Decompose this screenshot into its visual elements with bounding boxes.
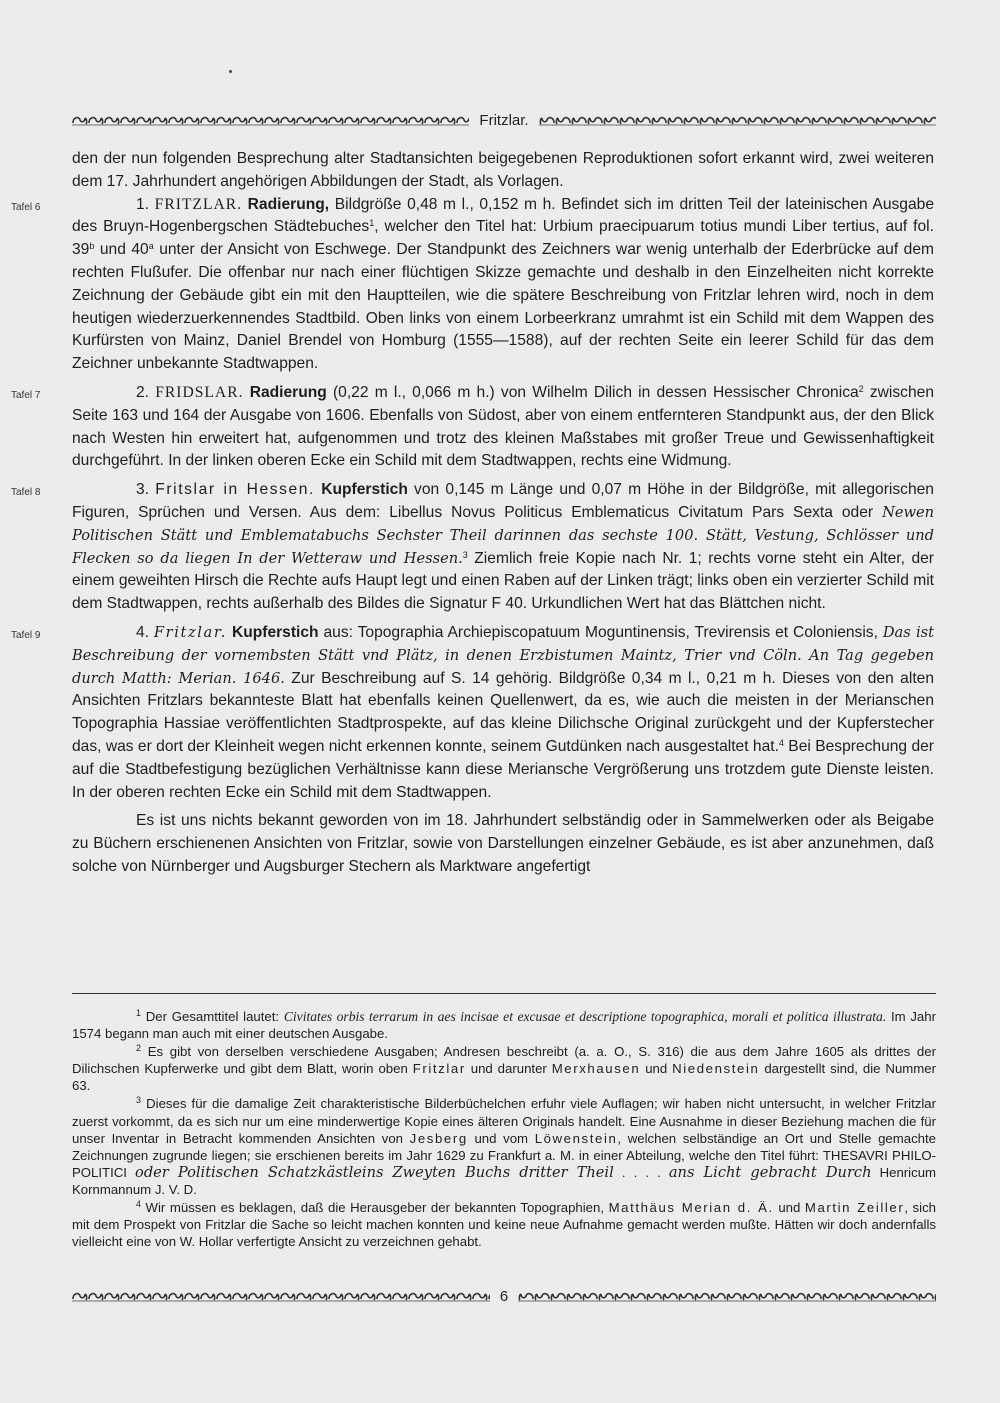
entry-kind: Radierung, (247, 195, 330, 213)
blackletter-title: Das ist Beschreibung der vornembsten Stätt vnd Plätz, in denen Erzbistumen Maintz, Trier vnd Cöln. An Tag gegeben durch Matth: Merian. 1646. (72, 623, 934, 687)
plate-reference: Tafel 6 (11, 201, 41, 213)
entry-text: (0,22 m l., 0,066 m h.) von Wilhelm Dilich in dessen Hessischer Chronica (326, 383, 859, 401)
entry-title: Fritzlar. (153, 623, 228, 641)
footnote-marker: 1 (369, 218, 375, 229)
footnote-marker: 2 (858, 383, 864, 394)
footnote-number: 1 (136, 1008, 142, 1018)
entry-4-paragraph (11, 622, 934, 804)
running-footer (72, 1286, 936, 1306)
footnote-text: , sich mit dem Prospekt von Fritzlar die Sache so leicht machen konnten und keine neue Aufnahme gemacht werden mußte. Hätten wir doch andernfalls vielleicht eine von W. Hollar verfertigte Ansicht zu verzeichnen gehabt. (72, 1200, 937, 1250)
footnote-text: Im Jahr 1574 begann man auch mit einer deutschen Ausgabe. (72, 1009, 936, 1042)
entry-text: Zur Beschreibung auf S. 14 gehörig. Bildgröße 0,34 m l., 0,21 m h. Dieses von den alten Ansichten Fritzlars bekannteste Blatt hat ebenfalls keinen Quellenwert, da es, wie auch die meisten in der Merianschen Topographia Hassiae veröffentlichten Stadtprospekte, auf das kleine Dilichsche Original zurückgeht und der Kupferstecher das, was er dort der Kleinheit wegen nicht erkennen konnte, seinem Gutdünken nach ausgestaltet hat. (72, 669, 934, 755)
entry-text: und 40 (94, 241, 149, 259)
footnote-text: Dieses für die damalige Zeit charakteristische Bilderbüchelchen erfuhr viele Auflagen; wir haben nicht untersucht, in welcher Fritzlar zuerst vorkommt, da es sich nur um eine minderwertige Kopie eines älteren Originals handelt. Eine Ausnahme in dieser Beziehung machen die für unser Inventar in Betracht kommenden Ansichten von (72, 1096, 936, 1146)
footnote-text: Es gibt von derselben verschiedene Ausgaben; Andresen beschreibt (a. a. O., S. 316) die aus dem Jahre 1605 als drittes der Dilichschen Kupferwerke und gibt dem Blatt, worin oben (72, 1044, 936, 1077)
person-name: Matthäus Merian d. Ä. (608, 1200, 774, 1216)
place-name: Merxhausen (551, 1061, 641, 1077)
footnote-4 (72, 1199, 936, 1250)
footnote-marker: 4 (778, 737, 784, 748)
blackletter-title: oder Politischen Schatzkästleins Zweyten Buchs dritter Theil (135, 1163, 614, 1181)
footnote-text: . . . . (613, 1164, 669, 1180)
footnote-text: und (773, 1200, 805, 1216)
plate-reference: Tafel 7 (11, 389, 41, 401)
footnote-text: Der Gesamttitel lautet: (141, 1009, 284, 1024)
entry-2-paragraph (11, 382, 935, 473)
entry-number: 1. (136, 195, 150, 213)
footnote-2 (72, 1043, 936, 1094)
entry-1-paragraph (11, 194, 934, 376)
plate-reference: Tafel 8 (11, 487, 41, 499)
footnote-number: 2 (136, 1043, 142, 1054)
blackletter-title: ans Licht gebracht Durch (668, 1163, 872, 1181)
speck-mark (229, 70, 232, 73)
footnote-text: und vom (467, 1130, 535, 1146)
running-header (72, 110, 936, 130)
entry-title: FRIDSLAR. (155, 383, 244, 401)
entry-text: Bei Besprechung der auf die Stadtbefestigung bezüglichen Verhältnisse kann diese Meriansche Vergrößerung uns trotzdem gute Dienste leisten. In der oberen rechten Ecke ein Schild mit dem Stadtwappen. (72, 737, 934, 801)
intro-paragraph: den der nun folgenden Besprechung alter Stadtansichten beigegebenen Reproduktionen sofort erkannt wird, zwei weiteren dem 17. Jahrhundert angehörigen Abbildungen der Stadt, als Vorlagen. (72, 150, 934, 190)
superscript: b (89, 241, 95, 252)
entry-title: FRITZLAR. (154, 195, 243, 213)
entry-number: 3. (136, 481, 150, 499)
entry-number: 4. (136, 623, 150, 641)
entry-title: Fritslar in Hessen. (155, 481, 315, 499)
footnote-text: Wir müssen es beklagen, daß die Herausgeber der bekannten Topographien, (141, 1200, 609, 1216)
footnote-3 (72, 1095, 936, 1198)
footnote-text: Henricum Kornmannum J. V. D. (72, 1164, 937, 1197)
plate-reference: Tafel 9 (11, 629, 41, 641)
main-text (11, 148, 935, 879)
ornament-band-right (539, 114, 936, 126)
entry-kind: Radierung (249, 383, 327, 401)
entry-kind: Kupferstich (231, 623, 319, 641)
entry-number: 2. (136, 383, 150, 401)
footnote-separator (72, 993, 936, 994)
page-number: 6 (499, 1287, 509, 1305)
entry-text: , welcher den Titel hat: Urbium praecipuarum totius mundi Liber tertius, auf fol. 39 (72, 218, 934, 259)
entry-3-paragraph (11, 479, 934, 616)
running-title: Fritzlar. (479, 111, 529, 129)
footnote-marker: 3 (462, 549, 468, 560)
footnote-text: und darunter (465, 1061, 552, 1077)
footnote-text: und (640, 1061, 673, 1077)
footnote-number: 3 (136, 1095, 142, 1106)
entry-text: zwischen Seite 163 und 164 der Ausgabe von 1606. Ebenfalls von Südost, aber von einem entfernteren Standpunkt aus, der den Blick nach Westen hin erweitert hat, aufgenommen und trotz des kleinen Maßstabes mit großer Treue und Gewissenhaftigkeit durchgeführt. In der linken oberen Ecke ein Schild mit dem Stadtwappen, rechts eine Widmung. (72, 383, 935, 470)
footnote-text: , welchen selbständige an Ort und Stelle gemachte Zeichnungen zugrunde liegen; sie erschienen bereits im Jahr 1629 zu Frankfurt a. M. in einer Abteilung, welche den Titel führt: THESAVRI PHILO-POLITICI (72, 1130, 937, 1180)
entry-text: Bildgröße 0,48 m l., 0,152 m h. Befindet sich im dritten Teil der lateinischen Ausgabe des Bruyn-Hogenbergschen Städtebuches (72, 195, 934, 236)
entry-text: unter der Ansicht von Eschwege. Der Standpunkt des Zeichners war wenig unterhalb der Ederbrücke auf dem rechten Flußufer. Die offenbar nur nach einer flüchtigen Skizze gemachte und deshalb in den Einzelheiten nicht korrekte Zeichnung der Gebäude gibt ein mit den Hauptteilen, wie die spätere Beschreibung von Fritzlar lehren wird, noch in dem heutigen wiederzuerkennendes Stadtbild. Oben links von einem Lorbeerkranz umrahmt ist ein Schild mit dem Wappen des Kurfürsten von Mainz, Daniel Brendel von Homburg (1555—1588), auf der rechten Seite ein leerer Schild für das dem Zeichner unbekannte Stadtwappen. (72, 241, 934, 373)
footnotes (72, 1008, 936, 1251)
footnote-text: dargestellt sind, die Nummer 63. (72, 1061, 936, 1094)
place-name: Fritzlar (412, 1061, 466, 1077)
place-name: Jesberg (409, 1130, 468, 1146)
closing-paragraph: Es ist uns nichts bekannt geworden von im 18. Jahrhundert selbständig oder in Sammelwerken oder als Beigabe zu Büchern erschienenen Ansichten von Fritzlar, sowie von Darstellungen einzelner Gebäude, es ist aber anzunehmen, daß solche von Nürnberger und Augsburger Stechern als Marktware angefertigt (72, 812, 934, 875)
entry-text: aus: Topographia Archiepiscopatuum Moguntinensis, Trevirensis et Coloniensis, (318, 623, 883, 641)
ornament-band-left (72, 1290, 490, 1302)
ornament-band-left (72, 114, 469, 126)
footnote-number: 4 (136, 1199, 142, 1210)
entry-kind: Kupferstich (321, 481, 408, 499)
entry-text: Ziemlich freie Kopie nach Nr. 1; rechts vorne steht ein Alter, der einem geweihten Hirsch die Rechte aufs Haupt legt und einen Raben auf der Linken trägt; links oben ein verzierter Schild mit dem Stadtwappen, rechts außerhalb des Bildes die Signatur F 40. Urkundlichen Wert hat das Blättchen nicht. (72, 549, 934, 613)
place-name: Niedenstein (672, 1061, 760, 1077)
blackletter-title: Newen Politischen Stätt und Emblematabuchs Sechster Theil darinnen das sechste 100. Stätt, Vestung, Schlösser und Flecken so da liegen In der Wetteraw und Hessen. (72, 503, 934, 567)
footnote-1 (72, 1008, 936, 1042)
entry-text: von 0,145 m Länge und 0,07 m Höhe in der Bildgröße, mit allegorischen Figuren, Sprüchen und Versen. Aus dem: Libellus Novus Politicus Emblematicus Civitatum Pars Sexta oder (72, 481, 934, 521)
superscript: a (148, 241, 154, 252)
footnote-italic-title: Civitates orbis terrarum in aes incisae et excusae et descriptione topographica, morali et politica illustrata. (283, 1009, 887, 1024)
person-name: Martin Zeiller (804, 1200, 905, 1216)
ornament-band-right (518, 1290, 936, 1302)
place-name: Löwenstein (534, 1130, 618, 1146)
